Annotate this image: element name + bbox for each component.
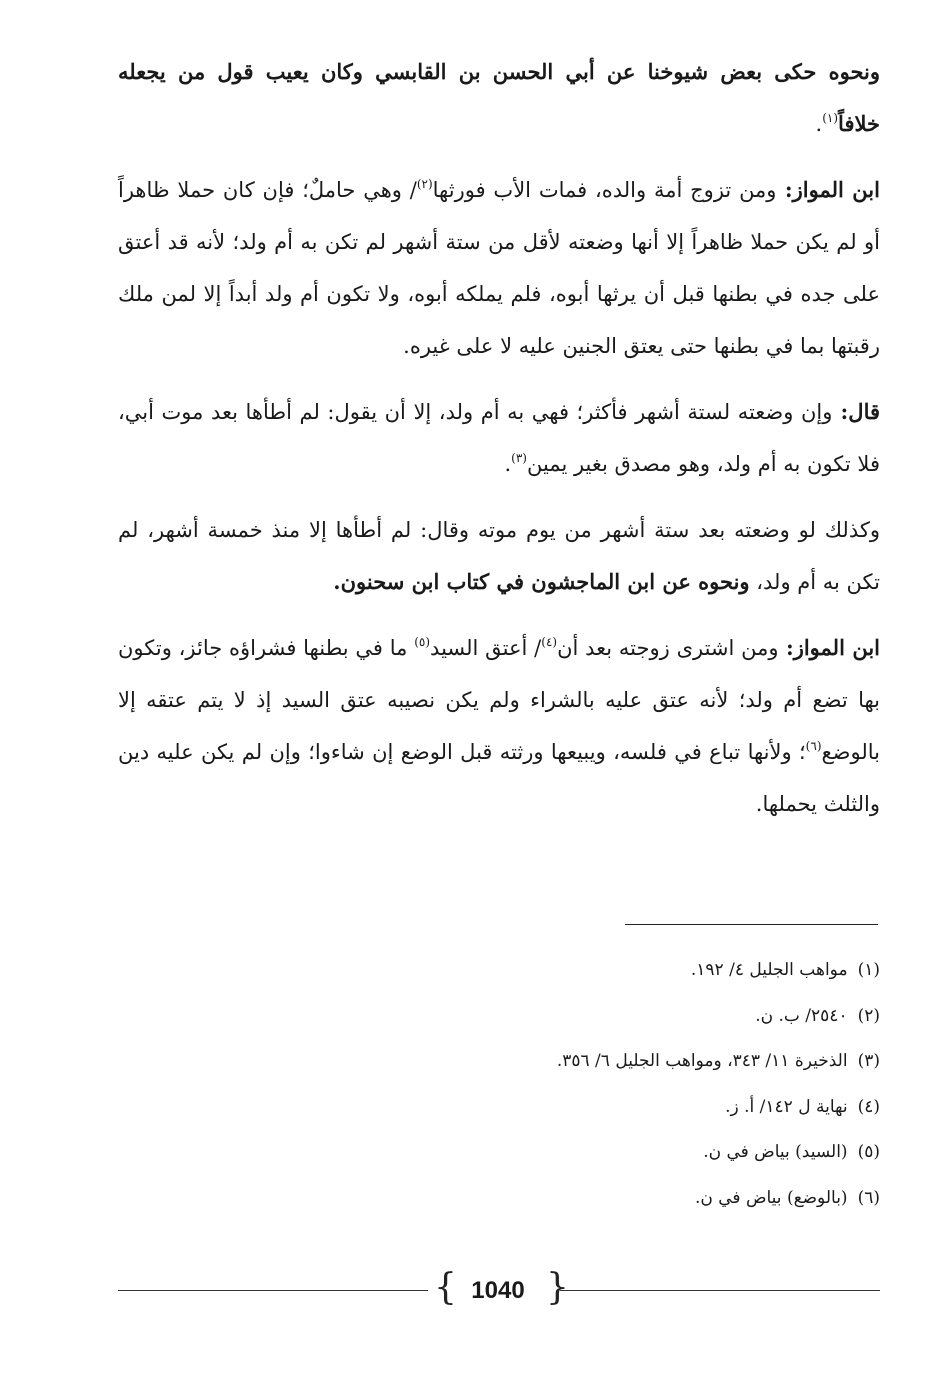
paragraph bbox=[118, 164, 880, 372]
footer-rule-left bbox=[118, 1290, 428, 1291]
paragraph bbox=[118, 46, 880, 150]
footnote-item bbox=[118, 1130, 880, 1176]
footnote-text: (بالوضع) بياض في ن. bbox=[694, 1187, 848, 1208]
text-segment: / أعتق السيد bbox=[430, 636, 542, 660]
footnote-number: (٥) bbox=[857, 1142, 880, 1162]
footnote-number: (٤) bbox=[857, 1096, 880, 1117]
footnote-number: (٦) bbox=[857, 1187, 880, 1208]
text-segment: . bbox=[815, 112, 823, 136]
footnote-item bbox=[118, 948, 880, 994]
main-text bbox=[118, 46, 880, 844]
footnote-number: (٢) bbox=[857, 1005, 880, 1026]
footnote-marker: (٣) bbox=[511, 451, 527, 465]
text-segment: ومن اشترى زوجته بعد أن bbox=[557, 636, 779, 660]
footnote-marker: (٢) bbox=[416, 177, 433, 191]
footnote-text: الذخيرة ١١/ ٣٤٣، ومواهب الجليل ٦/ ٣٥٦. bbox=[556, 1051, 848, 1071]
footnote-marker: (٦) bbox=[805, 739, 822, 753]
footnote-text: ٢٥٤٠/ ب. ن. bbox=[755, 1005, 848, 1026]
bold-text-segment: قال: bbox=[832, 399, 881, 424]
footnote-marker: (٤) bbox=[541, 635, 558, 649]
footnote-item bbox=[118, 1176, 880, 1222]
footnote-item bbox=[118, 994, 880, 1040]
text-segment: ومن تزوج أمة والده، فمات الأب فورثها bbox=[432, 178, 777, 202]
footnote-text: نهاية ل ١٤٢/ أ. ز. bbox=[725, 1096, 848, 1117]
text-segment: ما في بطنها فشراؤه جائز، وتكون بها تضع أم ولد؛ لأنه عتق عليه بالشراء ولم يكن نصيبه عتق السيد إذ لا يتم عتقه إلا بالوضع bbox=[118, 636, 880, 764]
footnote-marker: (٥) bbox=[414, 635, 431, 649]
footnote-text: (السيد) بياض في ن. bbox=[703, 1142, 848, 1162]
footnote-marker: (١) bbox=[822, 111, 839, 125]
footer-rule-right bbox=[560, 1290, 880, 1291]
footnote-number: (٣) bbox=[857, 1051, 880, 1071]
bold-text-segment: ابن المواز: bbox=[776, 177, 880, 202]
bold-text-segment: ونحوه عن ابن الماجشون في كتاب ابن سحنون. bbox=[333, 569, 750, 594]
text-segment: . bbox=[504, 452, 512, 476]
bold-text-segment: ونحوه حكى بعض شيوخنا عن أبي الحسن بن القابسي وكان يعيب قول من يجعله خلافاً bbox=[118, 59, 880, 136]
text-segment: / وهي حاملٌ؛ فإن كان حملا ظاهراً أو لم يكن حملا ظاهراً إلا أنها وضعته لأقل من ستة أشهر لم تكن به أم ولد؛ لأنه قد أعتق على جده في بطنها قبل أن يرثها أبوه، فلم يملكه أبوه، ولا تكون أم ولد أبداً إلا لمن ملك رقبتها بما في بطنها حتى يعتق الجنين عليه لا على غيره. bbox=[118, 178, 880, 358]
footnote-item bbox=[118, 1085, 880, 1131]
left-brace-ornament: { bbox=[434, 1267, 457, 1308]
page-number: 1040 bbox=[471, 1277, 525, 1304]
paragraph bbox=[118, 622, 880, 830]
footnote-item bbox=[118, 1039, 880, 1085]
paragraph bbox=[118, 386, 880, 490]
bold-text-segment: ابن المواز: bbox=[778, 635, 881, 660]
text-segment: وإن وضعته لستة أشهر فأكثر؛ فهي به أم ولد، إلا أن يقول: لم أطأها بعد موت أبي، فلا تكون به أم ولد، وهو مصدق بغير يمين bbox=[118, 400, 880, 476]
footnote-number: (١) bbox=[857, 960, 880, 980]
page-footer bbox=[118, 1266, 880, 1316]
text-segment: وكذلك لو وضعته بعد ستة أشهر من يوم موته وقال: لم أطأها إلا منذ خمسة أشهر، لم تكن به أم ولد، bbox=[118, 518, 880, 594]
footnote-text: مواهب الجليل ٤/ ١٩٢. bbox=[690, 960, 848, 980]
paragraph bbox=[118, 504, 880, 608]
text-segment: ؛ ولأنها تباع في فلسه، ويبيعها ورثته قبل الوضع إن شاءوا؛ وإن لم يكن عليه دين والثلث يحملها. bbox=[118, 740, 880, 816]
footnotes-section bbox=[118, 948, 880, 1221]
footnote-separator bbox=[625, 924, 878, 925]
right-brace-ornament: } bbox=[546, 1267, 569, 1308]
